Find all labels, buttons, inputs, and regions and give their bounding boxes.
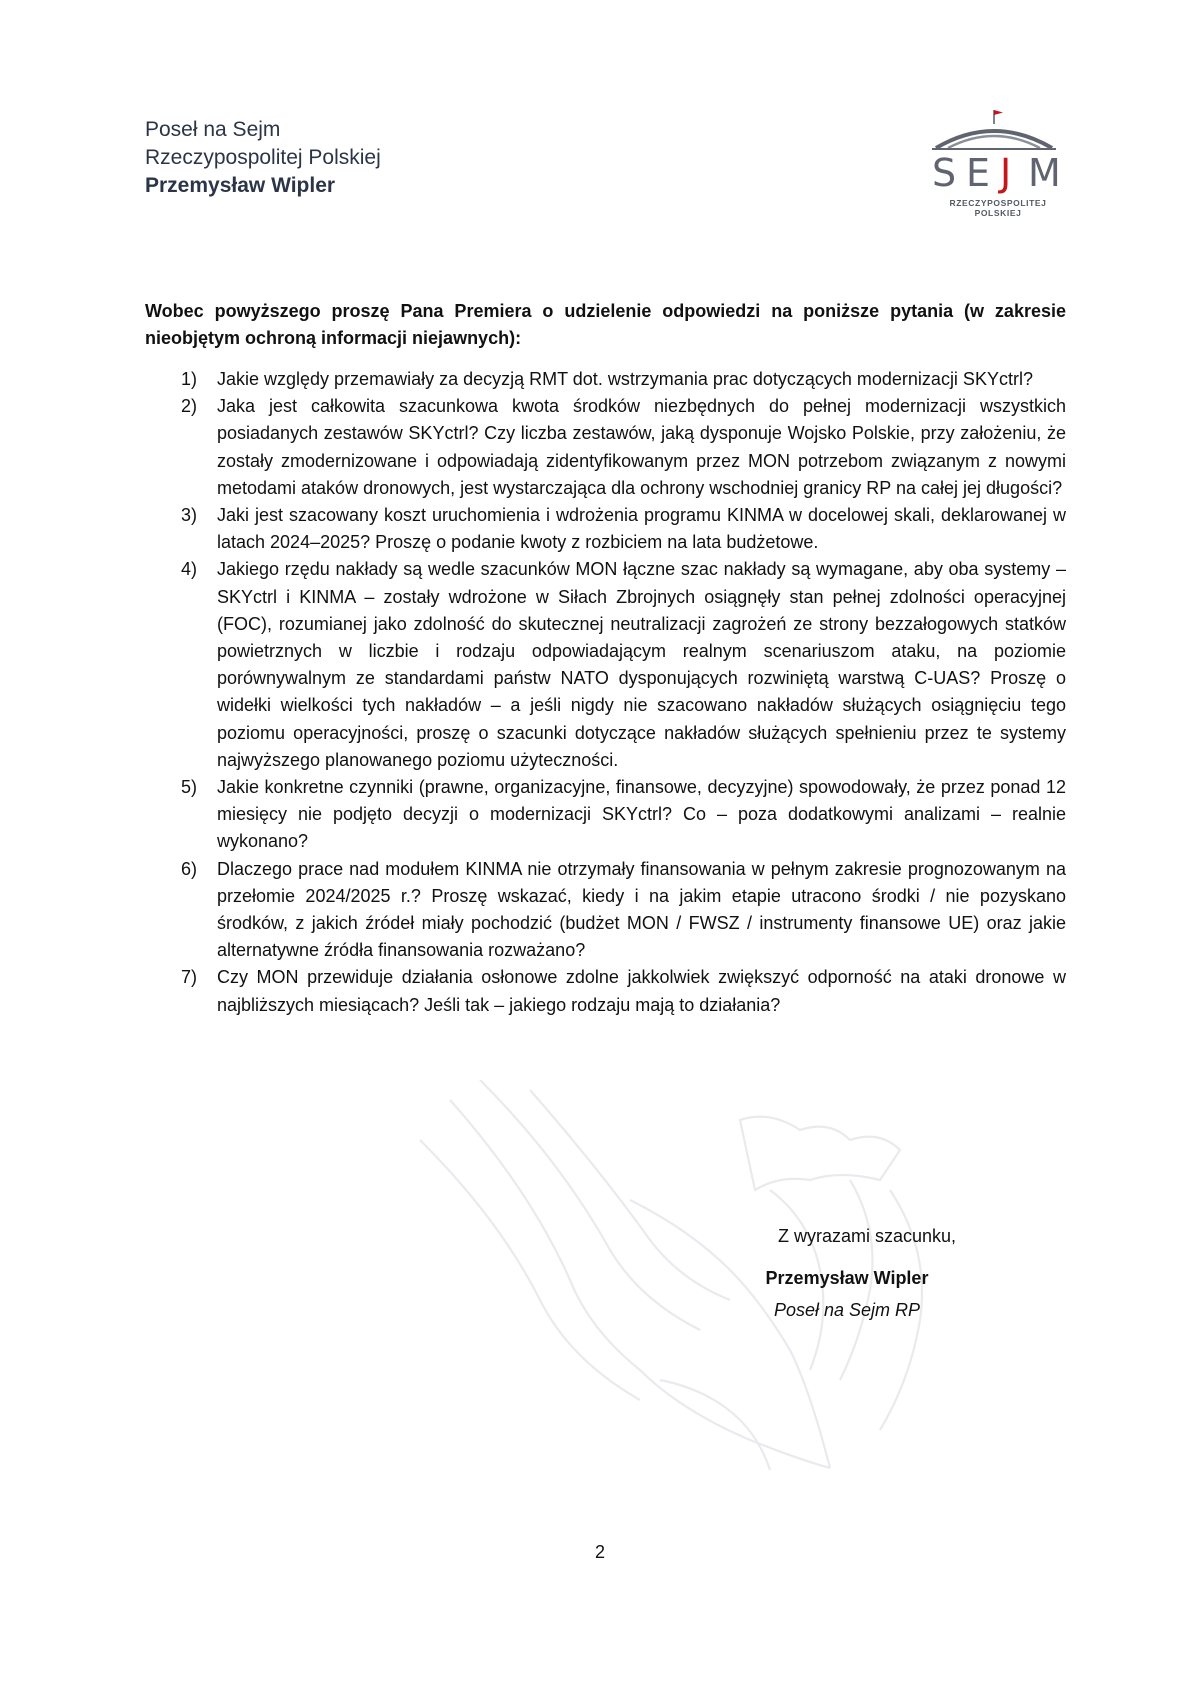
question-text: Jaka jest całkowita szacunkowa kwota środków niezbędnych do pełnej modernizacji wszystkich posiadanych zestawów SKYctrl? Czy liczba zestawów, jaką dysponuje Wojsko Polskie, przy założeniu, że zostały zmodernizowane i odpowiadają zidentyfikowanym przez MON potrzebom związanym z nowymi metodami ataków dronowych, jest wystarczająca dla ochrony wschodniej granicy RP na całej jej długości?: [217, 396, 1066, 498]
questions-list: [145, 366, 1066, 1019]
sejm-dome-icon: [928, 108, 1068, 156]
page-number: 2: [594, 1542, 605, 1562]
logo-letter-e: E: [966, 151, 991, 195]
question-item: [145, 393, 1066, 502]
question-text: Dlaczego prace nad modułem KINMA nie otrzymały finansowania w pełnym zakresie prognozowanym na przełomie 2024/2025 r.? Proszę wskazać, kiedy i na jakim etapie utracono środki / nie pozyskano środków, z jakich źródeł miały pochodzić (budżet MON / FWSZ / instrumenty finansowe UE) oraz jakie alternatywne źródła finansowania rozważano?: [217, 858, 1066, 961]
question-item: [145, 774, 1066, 856]
sender-title-line2: Rzeczypospolitej Polskiej: [145, 146, 381, 169]
question-item: [145, 856, 1066, 965]
sejm-wordmark: [930, 153, 1066, 193]
question-text: Czy MON przewiduje działania osłonowe zdolne jakkolwiek zwiększyć odporność na ataki dronowe w najbliższych miesiącach? Jeśli tak – jakiego rodzaju mają to działania?: [217, 967, 1066, 1015]
question-item: [145, 556, 1066, 774]
question-text: Jaki jest szacowany koszt uruchomienia i wdrożenia programu KINMA w docelowej skali, deklarowanej w latach 2024–2025? Proszę o podanie kwoty z rozbiciem na lata budżetowe.: [217, 505, 1066, 553]
question-number: 2): [181, 396, 198, 417]
sender-title-line1: Poseł na Sejm: [145, 118, 281, 141]
signature-name: Przemysław Wipler: [765, 1268, 929, 1288]
question-number: 6): [181, 858, 198, 879]
signature-role: Poseł na Sejm RP: [773, 1300, 921, 1320]
sejm-logo: [928, 108, 1068, 218]
question-item: [145, 964, 1066, 1018]
question-text: Jakie względy przemawiały za decyzją RMT dot. wstrzymania prac dotyczących modernizacji SKYctrl?: [217, 369, 1033, 389]
intro-paragraph: Wobec powyższego proszę Pana Premiera o udzielenie odpowiedzi na poniższe pytania (w zakresie nieobjętym ochroną informacji niejawnych):: [145, 301, 1066, 348]
question-number: 4): [181, 559, 198, 580]
logo-letter-m: M: [1028, 151, 1061, 195]
question-number: 1): [181, 369, 198, 389]
sender-name: Przemysław Wipler: [145, 174, 336, 197]
question-item: [145, 502, 1066, 556]
question-text: Jakiego rzędu nakłady są wedle szacunków MON łączne szac nakłady są wymagane, aby oba systemy – SKYctrl i KINMA – zostały wdrożone w Siłach Zbrojnych osiągnęły stan pełnej zdolności operacyjnej (FOC), rozumianej jako zdolność do skutecznej neutralizacji zagrożeń ze strony bezzałogowych statków powietrznych w liczbie i rodzaju odpowiadającym realnym scenariuszom ataku, na poziomie porównywalnym ze standardami państw NATO dysponujących rozwiniętą warstwą C-UAS? Proszę o widełki wielkości tych nakładów – a jeśli nigdy nie szacowano nakładów służących osiągnięciu tego poziomu operacyjności, proszę o szacunki dotyczące nakładów służących spełnieniu przez te systemy najwyższego planowanego poziomu użyteczności.: [217, 559, 1066, 770]
logo-letter-s: S: [932, 151, 957, 195]
sender-block: [145, 116, 381, 200]
question-text: Jakie konkretne czynniki (prawne, organizacyjne, finansowe, decyzyjne) spowodowały, że przez ponad 12 miesięcy nie podjęto decyzji o modernizacji SKYctrl? Co – poza dodatkowymi analizami – realnie wykonano?: [217, 777, 1066, 852]
question-number: 5): [181, 777, 198, 798]
logo-caption: RZECZYPOSPOLITEJ POLSKIEJ: [949, 198, 1047, 218]
question-number: 7): [181, 967, 198, 988]
question-number: 3): [181, 505, 198, 526]
logo-letter-j: J: [1000, 151, 1012, 195]
closing-greeting: Z wyrazami szacunku,: [777, 1226, 957, 1246]
signature-block: [712, 1220, 982, 1326]
question-item: [145, 366, 1066, 393]
